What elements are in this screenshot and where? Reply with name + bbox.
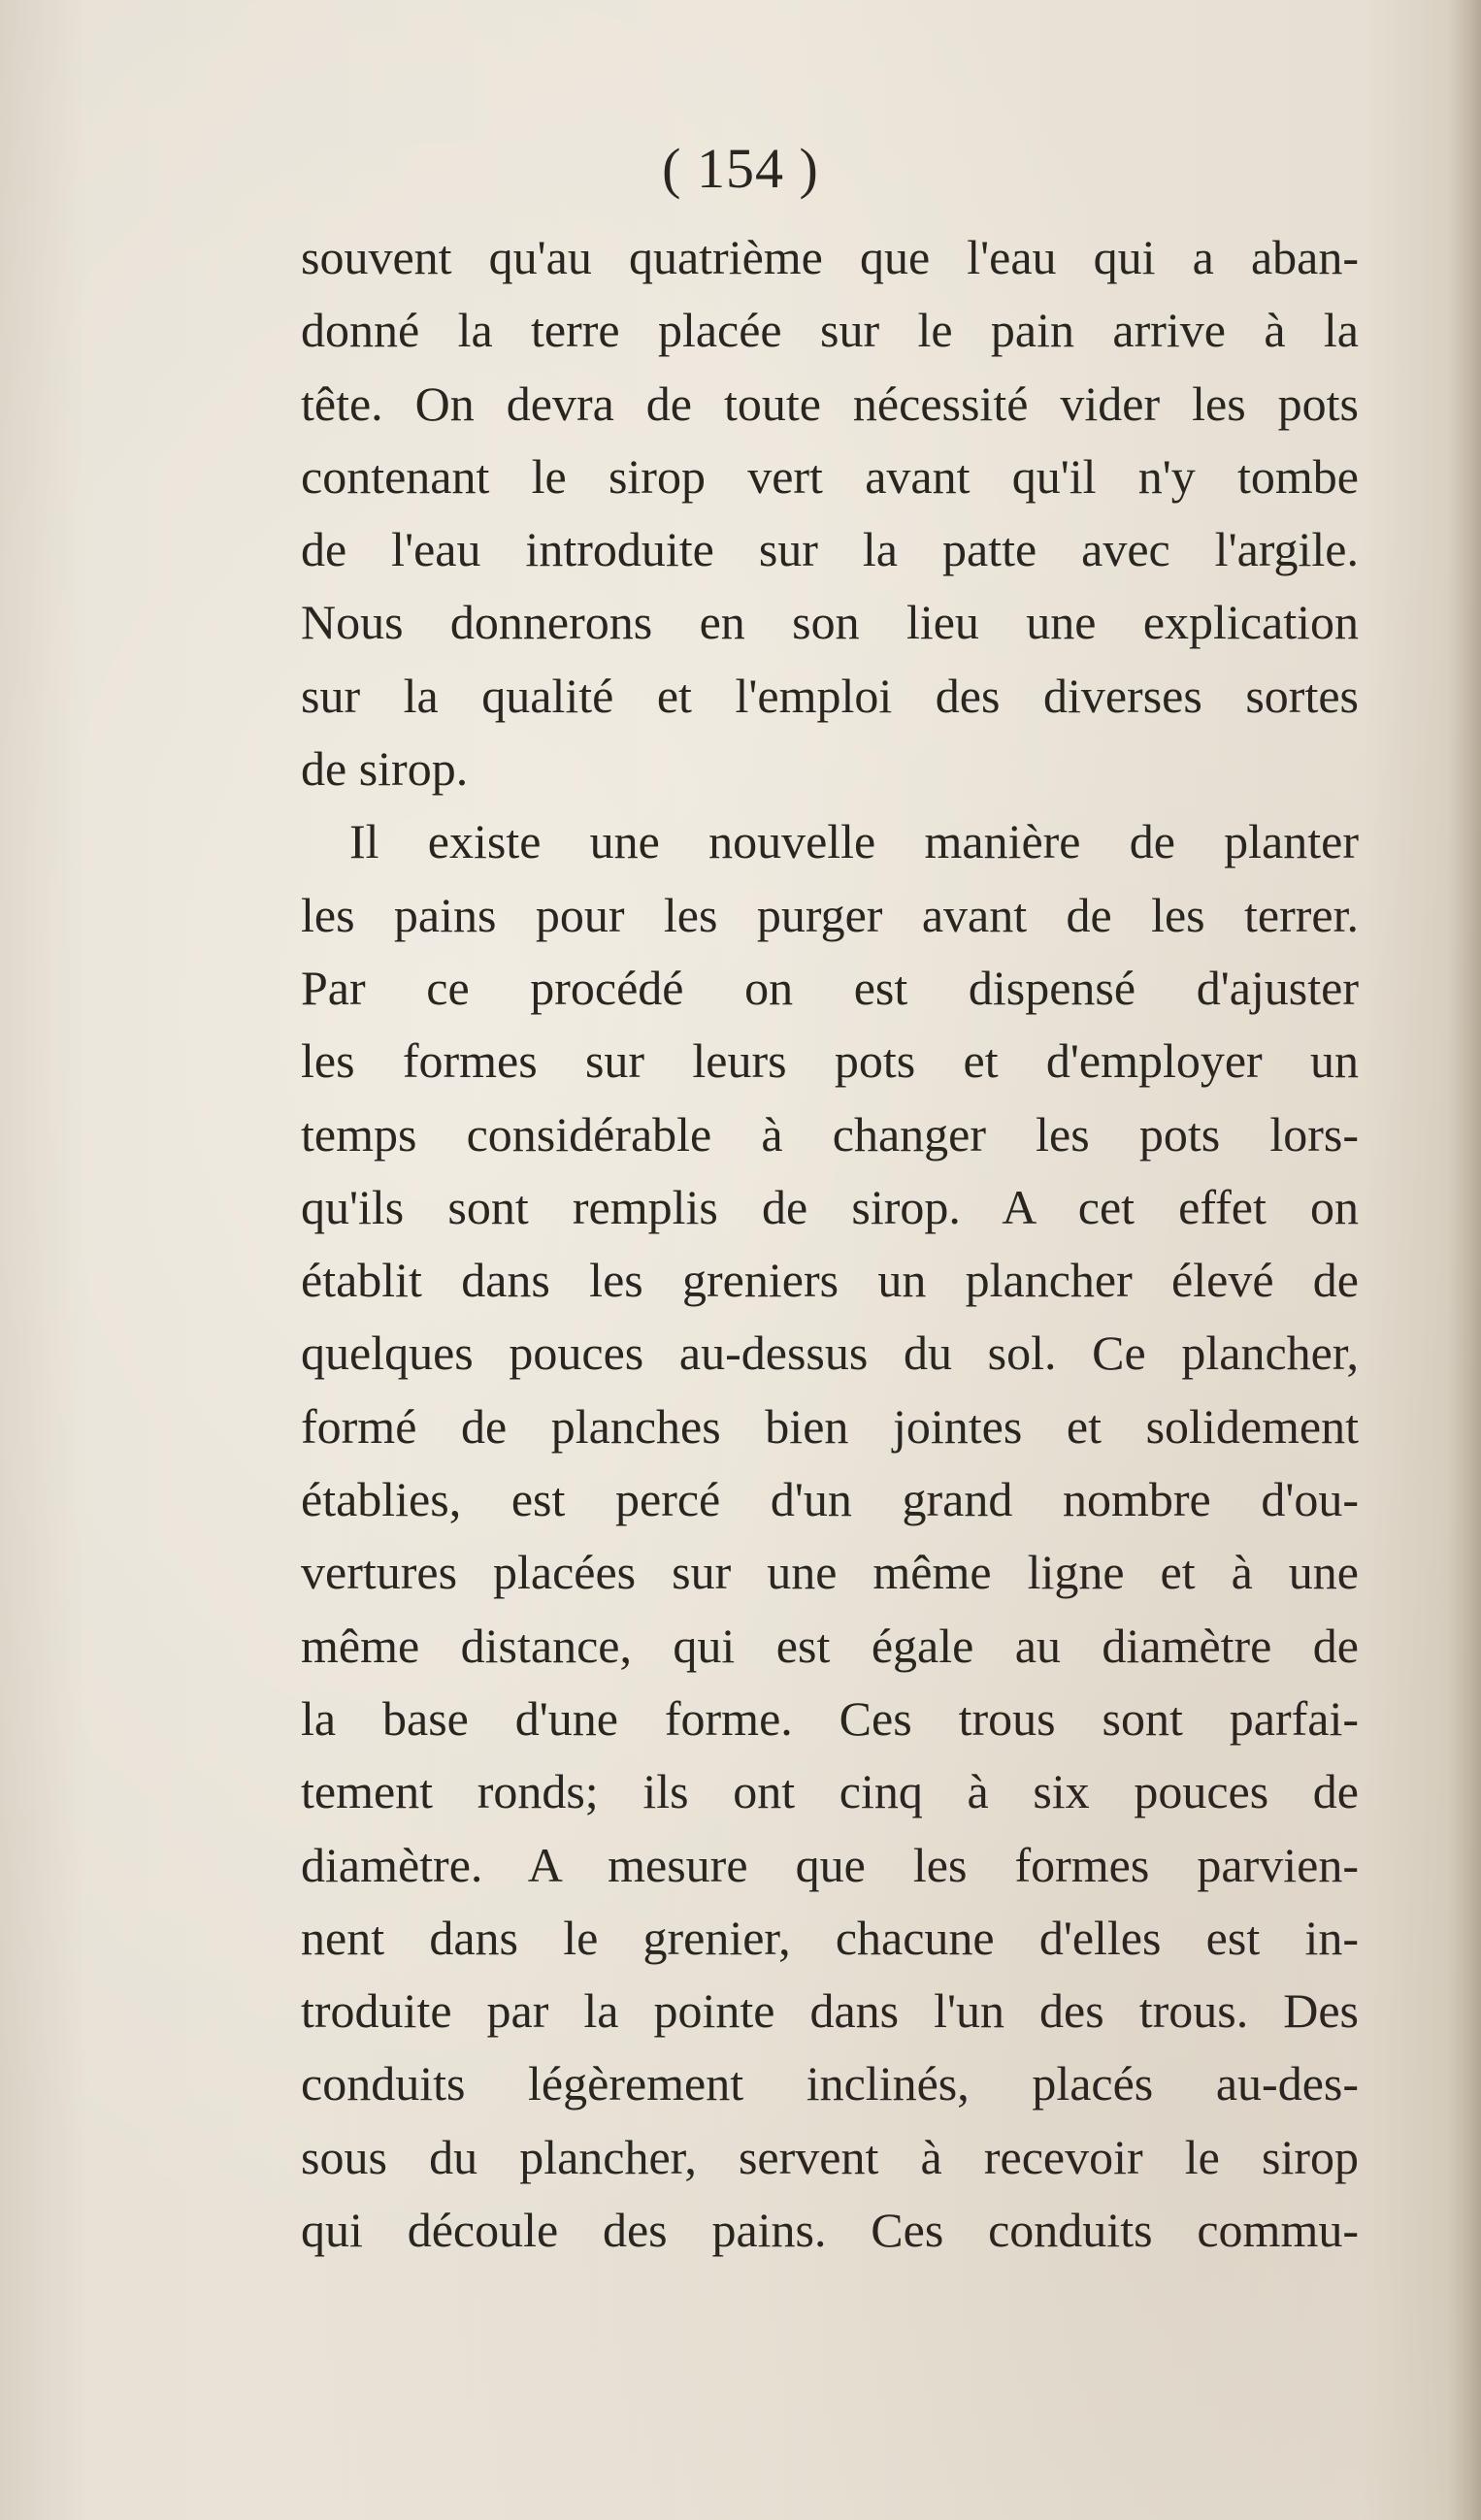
text-line: tête. On devra de toute nécessité vider les pots <box>301 376 1359 431</box>
text-line: tement ronds; ils ont cinq à six pouces de <box>301 1764 1359 1819</box>
text-line: Il existe une nouvelle manière de planter <box>349 814 1359 869</box>
text-line: établit dans les greniers un plancher élevé de <box>301 1253 1359 1308</box>
text-line: de l'eau introduite sur la patte avec l'argile. <box>301 522 1359 577</box>
text-line: sous du plancher, servent à recevoir le sirop <box>301 2129 1359 2184</box>
text-line: troduite par la pointe dans l'un des trous. Des <box>301 1983 1359 2039</box>
page-edge-shadow <box>1448 0 1481 2520</box>
text-line: sur la qualité et l'emploi des diverses sortes <box>301 668 1359 723</box>
text-line: formé de planches bien jointes et solidement <box>301 1398 1359 1454</box>
text-line: nent dans le grenier, chacune d'elles est in- <box>301 1910 1359 1965</box>
text-line: même distance, qui est égale au diamètre de <box>301 1618 1359 1673</box>
text-line: les pains pour les purger avant de les terrer. <box>301 887 1359 942</box>
text-line: vertures placées sur une même ligne et à une <box>301 1545 1359 1600</box>
text-line: quelques pouces au-dessus du sol. Ce plancher, <box>301 1325 1359 1381</box>
text-line: qu'ils sont remplis de sirop. A cet effet on <box>301 1179 1359 1234</box>
text-line: souvent qu'au quatrième que l'eau qui a aban- <box>301 230 1359 284</box>
text-line: Par ce procédé on est dispensé d'ajuster <box>301 960 1359 1015</box>
page-number: ( 154 ) <box>662 137 819 200</box>
body-text <box>301 221 1359 2267</box>
text-line: diamètre. A mesure que les formes parvien- <box>301 1837 1359 1892</box>
text-line: temps considérable à changer les pots lors- <box>301 1106 1359 1162</box>
paragraph-2 <box>301 805 1359 2267</box>
text-line: donné la terre placée sur le pain arrive à la <box>301 303 1359 358</box>
text-line: les formes sur leurs pots et d'employer un <box>301 1033 1359 1089</box>
text-line: contenant le sirop vert avant qu'il n'y tombe <box>301 448 1359 504</box>
text-line: établies, est percé d'un grand nombre d'ou- <box>301 1472 1359 1527</box>
paragraph-1 <box>301 221 1359 805</box>
text-line: qui découle des pains. Ces conduits commu- <box>301 2203 1359 2258</box>
text-line: la base d'une forme. Ces trous sont parfai- <box>301 1690 1359 1746</box>
text-line: conduits légèrement inclinés, placés au-des- <box>301 2056 1359 2111</box>
text-line: de sirop. <box>301 741 469 797</box>
text-line: Nous donnerons en son lieu une explication <box>301 595 1359 650</box>
